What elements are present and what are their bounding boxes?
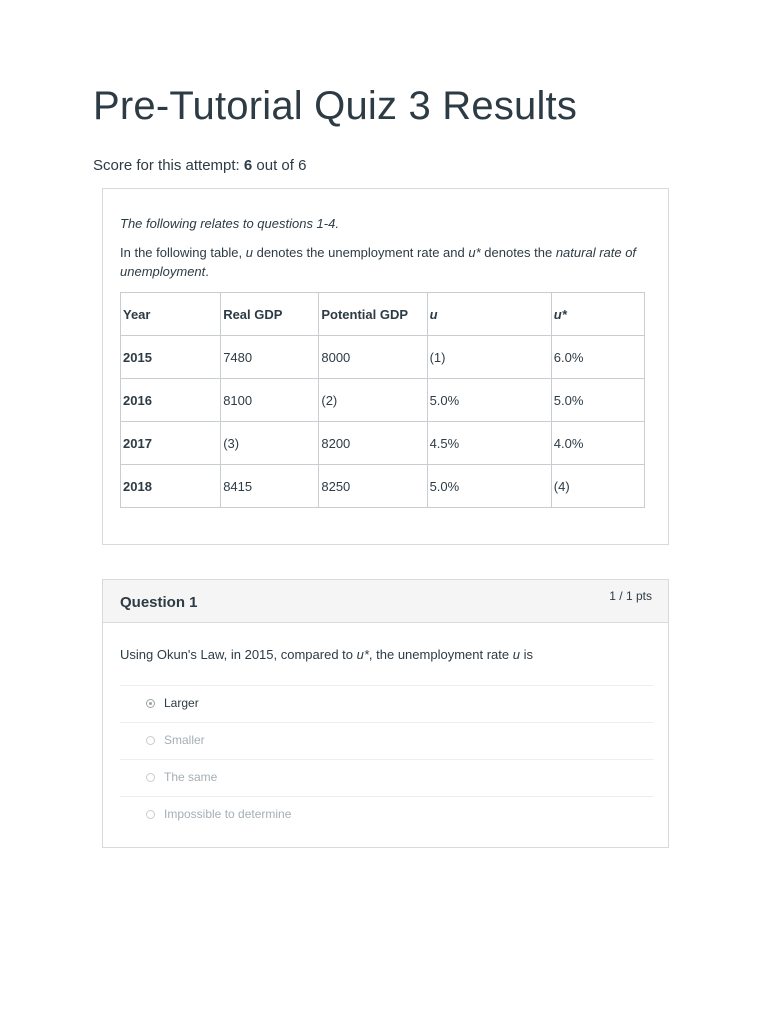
table-cell: 5.0% xyxy=(551,379,644,422)
table-header-row xyxy=(121,293,645,336)
table-row xyxy=(121,336,645,379)
score-prefix: Score for this attempt: xyxy=(93,157,244,174)
desc-part: denotes the unemployment rate and xyxy=(252,245,469,260)
question-text xyxy=(120,647,533,662)
desc-ustar: u* xyxy=(468,245,481,260)
desc-part: denotes the xyxy=(480,245,556,260)
table-cell: (3) xyxy=(221,422,319,465)
question-points: 1 / 1 pts xyxy=(609,589,652,603)
table-cell: 8250 xyxy=(319,465,427,508)
radio-empty-icon[interactable] xyxy=(146,810,155,819)
question-text-part: , the unemployment rate xyxy=(368,647,513,662)
score-suffix: out of 6 xyxy=(252,157,307,174)
radio-empty-icon[interactable] xyxy=(146,773,155,782)
desc-u: u xyxy=(245,245,253,260)
answer-label: Impossible to determine xyxy=(164,807,292,821)
question-text-part: Using Okun's Law, in 2015, compared to xyxy=(120,647,357,662)
table-cell: 6.0% xyxy=(551,336,644,379)
table-header: u* xyxy=(551,293,644,336)
table-cell: 8100 xyxy=(221,379,319,422)
radio-selected-icon[interactable] xyxy=(146,699,155,708)
desc-natural-rate: natural rate of unemployment xyxy=(120,245,637,279)
table-header: Potential GDP xyxy=(319,293,427,336)
table-cell: 8415 xyxy=(221,465,319,508)
question-1-panel xyxy=(102,579,669,848)
gdp-table xyxy=(120,292,645,508)
context-description xyxy=(120,243,645,281)
table-cell: 5.0% xyxy=(427,465,551,508)
question-context-panel xyxy=(102,188,669,545)
table-cell: 8000 xyxy=(319,336,427,379)
answer-label: The same xyxy=(164,770,218,784)
table-header: u xyxy=(427,293,551,336)
table-cell: 2015 xyxy=(121,336,221,379)
table-cell: 4.5% xyxy=(427,422,551,465)
score-line xyxy=(93,157,306,174)
context-intro: The following relates to questions 1-4. xyxy=(120,216,339,231)
answer-option-the-same[interactable] xyxy=(120,759,653,796)
radio-empty-icon[interactable] xyxy=(146,736,155,745)
question-text-ustar: u* xyxy=(356,647,369,662)
table-cell: 7480 xyxy=(221,336,319,379)
table-row xyxy=(121,422,645,465)
answer-option-smaller[interactable] xyxy=(120,722,653,759)
table-cell: 2016 xyxy=(121,379,221,422)
page-title: Pre-Tutorial Quiz 3 Results xyxy=(93,84,578,128)
table-cell: 8200 xyxy=(319,422,427,465)
table-cell: 4.0% xyxy=(551,422,644,465)
answer-list xyxy=(120,685,653,833)
answer-label: Smaller xyxy=(164,733,205,747)
context-text xyxy=(120,214,645,281)
table-header: Year xyxy=(121,293,221,336)
table-cell: (4) xyxy=(551,465,644,508)
table-cell: (2) xyxy=(319,379,427,422)
desc-part: In the following table, xyxy=(120,245,246,260)
question-text-part: is xyxy=(519,647,533,662)
table-header: Real GDP xyxy=(221,293,319,336)
table-row xyxy=(121,465,645,508)
answer-option-impossible[interactable] xyxy=(120,796,653,833)
table-cell: 2018 xyxy=(121,465,221,508)
desc-part: . xyxy=(205,264,209,279)
table-cell: 5.0% xyxy=(427,379,551,422)
table-cell: (1) xyxy=(427,336,551,379)
answer-option-larger[interactable] xyxy=(120,685,653,722)
question-header xyxy=(103,580,668,623)
table-cell: 2017 xyxy=(121,422,221,465)
score-value: 6 xyxy=(243,157,253,174)
question-text-u: u xyxy=(512,647,520,662)
table-row xyxy=(121,379,645,422)
question-title: Question 1 xyxy=(120,594,198,611)
answer-label: Larger xyxy=(164,696,199,710)
